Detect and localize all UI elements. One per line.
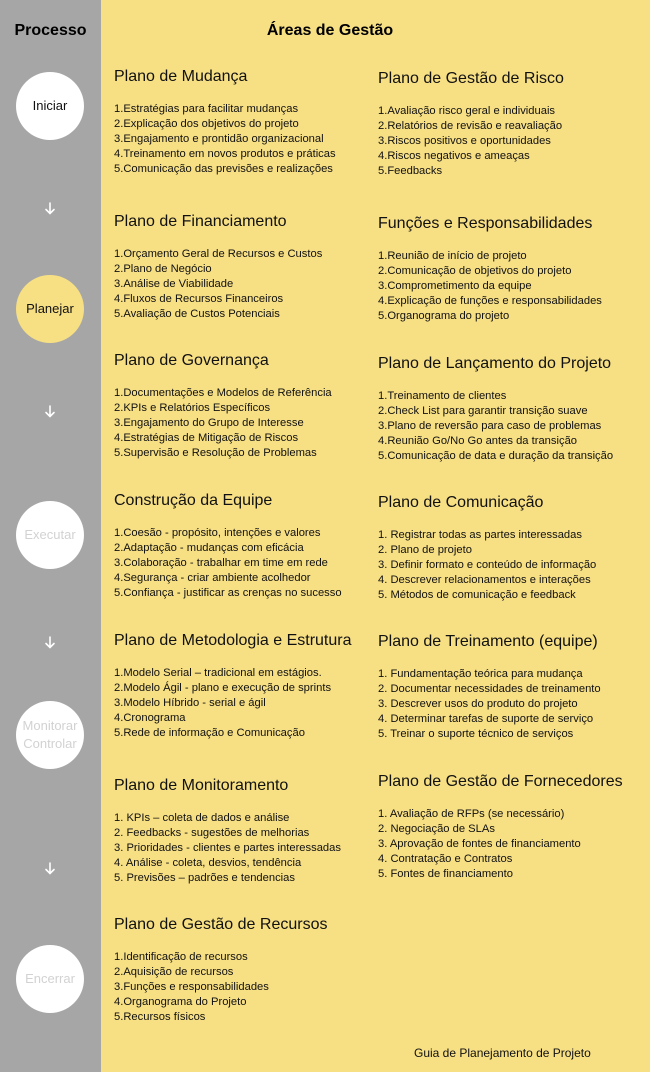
- plan-items: [114, 666, 376, 741]
- step-label-line2: Controlar: [23, 736, 77, 751]
- plan-items: [378, 389, 648, 464]
- plan-items: [114, 526, 376, 601]
- plan-item: 2. Documentar necessidades de treinamento: [378, 683, 601, 695]
- plan-card: [378, 215, 648, 324]
- plan-item: 5.Organograma do projeto: [378, 310, 510, 322]
- plan-title: Plano de Gestão de Fornecedores: [378, 773, 623, 790]
- plan-card: [378, 70, 648, 179]
- plan-item: 1. Registrar todas as partes interessadas: [378, 529, 582, 541]
- arrow-down-icon: [40, 861, 60, 877]
- plan-item: 4. Análise - coleta, desvios, tendência: [114, 857, 302, 869]
- plan-item: 4. Determinar tarefas de suporte de serviço: [378, 713, 594, 725]
- plan-item: 2.Aquisição de recursos: [114, 966, 234, 978]
- plan-item: 3.Modelo Híbrido - serial e ágil: [114, 697, 266, 709]
- plan-item: 5. Previsões – padrões e tendencias: [114, 872, 295, 884]
- plan-item: 2. Plano de projeto: [378, 544, 472, 556]
- areas-column-title: Áreas de Gestão: [266, 22, 394, 39]
- plan-card: [114, 68, 376, 177]
- plan-items: [114, 247, 376, 322]
- plan-item: 5.Feedbacks: [378, 165, 443, 177]
- plan-item: 4.Fluxos de Recursos Financeiros: [114, 293, 284, 305]
- plan-item: 2.Check List para garantir transição suave: [378, 405, 588, 417]
- plan-item: 1. KPIs – coleta de dados e análise: [114, 812, 290, 824]
- plan-card: [378, 633, 648, 742]
- plan-item: 4.Organograma do Projeto: [114, 996, 247, 1008]
- step-label: Executar: [24, 527, 76, 543]
- arrow-down-icon: [40, 635, 60, 651]
- plan-title: Plano de Metodologia e Estrutura: [114, 632, 352, 649]
- plan-item: 2.Comunicação de objetivos do projeto: [378, 265, 572, 277]
- plan-item: 5.Avaliação de Custos Potenciais: [114, 308, 280, 320]
- process-column-title: Processo: [14, 22, 87, 39]
- plan-item: 4.Reunião Go/No Go antes da transição: [378, 435, 578, 447]
- step-label: Encerrar: [25, 971, 75, 987]
- plan-items: [378, 249, 648, 324]
- step-label: [23, 717, 78, 752]
- plan-title: Plano de Monitoramento: [114, 777, 289, 794]
- plan-card: [114, 492, 376, 601]
- plan-item: 3.Comprometimento da equipe: [378, 280, 532, 292]
- plan-item: 4.Treinamento em novos produtos e práticas: [114, 148, 336, 160]
- plan-item: 3. Aprovação de fontes de financiamento: [378, 838, 581, 850]
- plan-items: [114, 102, 376, 177]
- step-label: Planejar: [26, 301, 74, 317]
- plan-card: [114, 777, 376, 886]
- plan-item: 3. Descrever usos do produto do projeto: [378, 698, 578, 710]
- footer-caption: Guia de Planejamento de Projeto: [414, 1046, 591, 1060]
- plan-item: 2.Explicação dos objetivos do projeto: [114, 118, 299, 130]
- plan-item: 3.Engajamento do Grupo de Interesse: [114, 417, 304, 429]
- arrow-down-icon: [40, 201, 60, 217]
- step-encerrar: [16, 945, 84, 1013]
- plan-title: Funções e Responsabilidades: [378, 215, 593, 232]
- plan-item: 1.Identificação de recursos: [114, 951, 248, 963]
- plan-items: [114, 386, 376, 461]
- step-label: Iniciar: [32, 98, 68, 114]
- plan-item: 4. Descrever relacionamentos e interações: [378, 574, 591, 586]
- plan-items: [378, 528, 648, 603]
- plan-item: 1.Coesão - propósito, intenções e valores: [114, 527, 321, 539]
- plan-item: 5.Confiança - justificar as crenças no sucesso: [114, 587, 342, 599]
- plan-item: 2.Modelo Ágil - plano e execução de sprints: [114, 682, 332, 694]
- plan-title: Plano de Comunicação: [378, 494, 544, 511]
- plan-card: [114, 632, 376, 741]
- plan-item: 5. Métodos de comunicação e feedback: [378, 589, 576, 601]
- plan-item: 1.Treinamento de clientes: [378, 390, 507, 402]
- plan-item: 4.Riscos negativos e ameaças: [378, 150, 530, 162]
- plan-title: Plano de Lançamento do Projeto: [378, 355, 612, 372]
- plan-item: 1.Avaliação risco geral e individuais: [378, 105, 556, 117]
- plan-item: 1. Avaliação de RFPs (se necessário): [378, 808, 565, 820]
- plan-item: 4.Estratégias de Mitigação de Riscos: [114, 432, 299, 444]
- plan-item: 5. Fontes de financiamento: [378, 868, 513, 880]
- plan-item: 3.Análise de Viabilidade: [114, 278, 234, 290]
- plan-item: 5.Comunicação das previsões e realizações: [114, 163, 333, 175]
- plan-title: Plano de Governança: [114, 352, 269, 369]
- plan-item: 2.KPIs e Relatórios Específicos: [114, 402, 271, 414]
- plan-item: 2. Feedbacks - sugestões de melhorias: [114, 827, 310, 839]
- plan-card: [378, 494, 648, 603]
- plan-item: 5.Recursos físicos: [114, 1011, 206, 1023]
- plan-item: 1.Reunião de início de projeto: [378, 250, 527, 262]
- plan-card: [378, 773, 648, 882]
- step-planejar: [16, 275, 84, 343]
- plan-item: 3. Definir formato e conteúdo de informação: [378, 559, 597, 571]
- plan-item: 5.Comunicação de data e duração da transição: [378, 450, 614, 462]
- step-executar: [16, 501, 84, 569]
- plan-title: Plano de Treinamento (equipe): [378, 633, 598, 650]
- plan-item: 3.Funções e responsabilidades: [114, 981, 269, 993]
- plan-item: 2. Negociação de SLAs: [378, 823, 495, 835]
- plan-item: 2.Plano de Negócio: [114, 263, 212, 275]
- step-monitorar-controlar: [16, 701, 84, 769]
- plan-items: [378, 104, 648, 179]
- plan-title: Construção da Equipe: [114, 492, 273, 509]
- plan-item: 3.Riscos positivos e oportunidades: [378, 135, 551, 147]
- plan-items: [114, 811, 376, 886]
- plan-title: Plano de Gestão de Risco: [378, 70, 564, 87]
- plan-item: 5. Treinar o suporte técnico de serviços: [378, 728, 574, 740]
- plan-item: 3.Colaboração - trabalhar em time em rede: [114, 557, 328, 569]
- plan-title: Plano de Mudança: [114, 68, 248, 85]
- plan-item: 4.Explicação de funções e responsabilidades: [378, 295, 602, 307]
- plan-items: [114, 950, 376, 1025]
- plan-item: 1. Fundamentação teórica para mudança: [378, 668, 583, 680]
- plan-item: 3.Plano de reversão para caso de problemas: [378, 420, 602, 432]
- plan-item: 1.Estratégias para facilitar mudanças: [114, 103, 299, 115]
- plan-item: 4.Segurança - criar ambiente acolhedor: [114, 572, 311, 584]
- plan-item: 2.Relatórios de revisão e reavaliação: [378, 120, 563, 132]
- plan-item: 1.Orçamento Geral de Recursos e Custos: [114, 248, 323, 260]
- plan-item: 3.Engajamento e prontidão organizacional: [114, 133, 324, 145]
- plan-card: [114, 916, 376, 1025]
- plan-card: [114, 352, 376, 461]
- plan-title: Plano de Gestão de Recursos: [114, 916, 328, 933]
- plan-card: [378, 355, 648, 464]
- plan-item: 5.Supervisão e Resolução de Problemas: [114, 447, 317, 459]
- plan-item: 4. Contratação e Contratos: [378, 853, 513, 865]
- arrow-down-icon: [40, 404, 60, 420]
- plan-card: [114, 213, 376, 322]
- plan-title: Plano de Financiamento: [114, 213, 287, 230]
- plan-item: 1.Documentações e Modelos de Referência: [114, 387, 332, 399]
- plan-item: 5.Rede de informação e Comunicação: [114, 727, 305, 739]
- plan-item: 4.Cronograma: [114, 712, 186, 724]
- plan-items: [378, 807, 648, 882]
- plan-item: 1.Modelo Serial – tradicional em estágios.: [114, 667, 322, 679]
- step-iniciar: [16, 72, 84, 140]
- plan-item: 3. Prioridades - clientes e partes interessadas: [114, 842, 341, 854]
- plan-item: 2.Adaptação - mudanças com eficácia: [114, 542, 304, 554]
- step-label-line1: Monitorar: [22, 718, 78, 734]
- plan-items: [378, 667, 648, 742]
